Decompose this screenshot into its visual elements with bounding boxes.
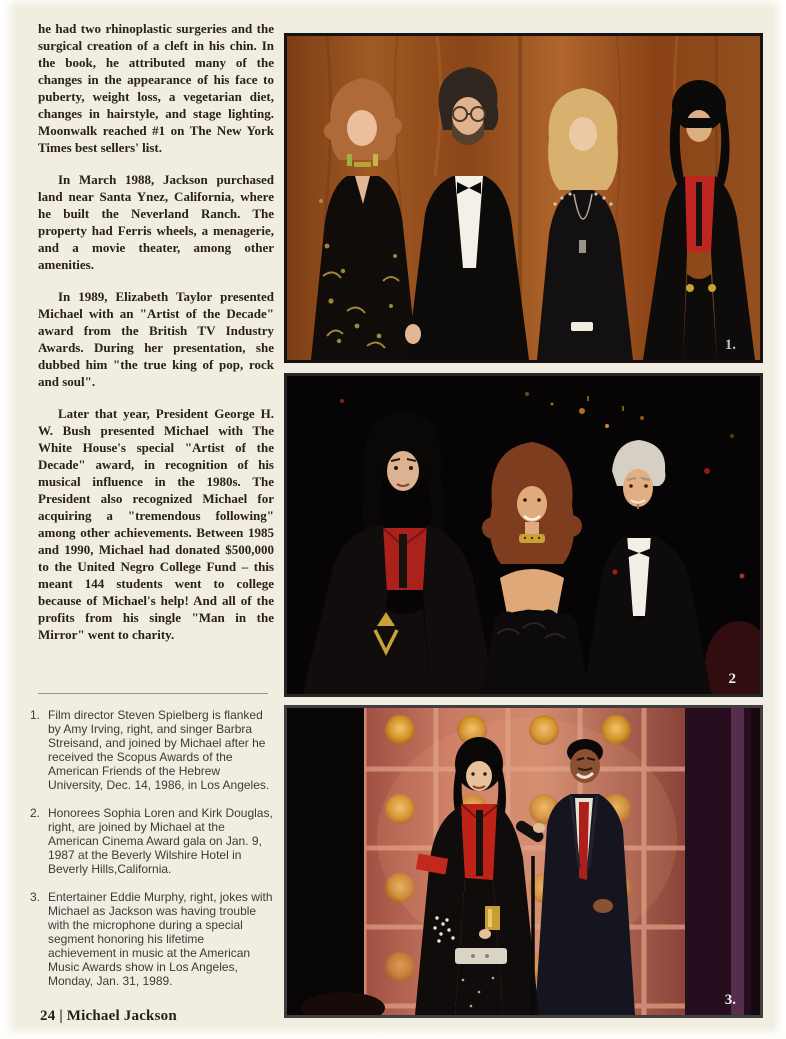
article-text [38,20,274,658]
photo-caption-list [30,708,273,1002]
silver-belt [455,948,507,964]
caption-number: 3. [30,890,41,904]
caption-text: Honorees Sophia Loren and Kirk Douglas, right, are joined by Michael at the American Cinema Award gala on Jan. 9, 1987 at the Beverly Wilshire Hotel in Beverly Hills,California. [48,806,273,876]
purple-curtain-strip [731,708,744,1015]
stage-left-shadow [287,708,364,1015]
stage-right-shadow [685,708,760,1015]
caption-divider [38,693,268,694]
paragraph-3: In 1989, Elizabeth Taylor presented Michael with an "Artist of the Decade" award from the British TV Industry Awards. During her presentation, she dubbed him "the true king of pop, rock and soul". [38,289,274,389]
gold-award [485,906,500,930]
caption-number: 1. [30,708,41,722]
scan-edge-bottom [0,1027,786,1039]
photo-number-label: 3. [724,992,736,1008]
photo-caption-2 [30,806,273,876]
scan-edge-top [0,0,786,8]
paragraph-4: Later that year, President George H. W. Bush presented Michael with The White House's special "Artist of the Decade" award, in recognition of his musical influence in the 1980s. The President also recognized Michael for acquiring a "tremendous following" among other achievements. Between 1985 and 1990, Michael had donated $500,000 to the United Negro College Fund – this meant 144 students went to college because of Michael's help! And all of the profits from his single "Man in the Mirror" went to charity. [38,406,274,642]
photo-eddie-murphy-stage [284,705,763,1018]
photo-caption-1 [30,708,273,792]
photo-loren-douglas [284,373,763,697]
page-footer: 24 | Michael Jackson [40,1008,177,1024]
photo-number-label: 2 [728,671,736,687]
caption-text: Entertainer Eddie Murphy, right, jokes with Michael as Jackson was having trouble with the microphone during a special segment honoring his lifetime achievement in music at the American Music Awards show in Los Angeles, Monday, Jan. 31, 1989. [48,890,273,988]
paragraph-2: In March 1988, Jackson purchased land near Santa Ynez, California, where he built the Neverland Ranch. The property had Ferris wheels, a menagerie, and a movie theater, among other amenities. [38,172,274,272]
photo-illustration [287,376,760,694]
photo-illustration [287,708,760,1015]
scan-edge-left [0,0,16,1039]
scan-edge-right [772,0,786,1039]
photo-number-label: 1. [724,337,736,353]
paragraph-1: he had two rhinoplastic surgeries and the surgical creation of a cleft in his chin. In the book, he attributed many of the changes in the appearance of his face to puberty, weight loss, a vegetarian diet, changes in hairstyle, and stage lighting. Moonwalk reached #1 on The New York Times best sellers' list. [38,21,274,155]
photo-spielberg-group [284,33,763,363]
right-edge-shadow [751,708,760,1015]
photo-caption-3 [30,890,273,988]
caption-text: Film director Steven Spielberg is flanked by Amy Irving, right, and singer Barbra Streisand, and joined by Michael after he received the Scopus Awards of the American Friends of the Hebrew University, Dec. 14, 1986, in Los Angeles. [48,708,270,792]
caption-number: 2. [30,806,41,820]
photo-illustration [287,36,760,360]
